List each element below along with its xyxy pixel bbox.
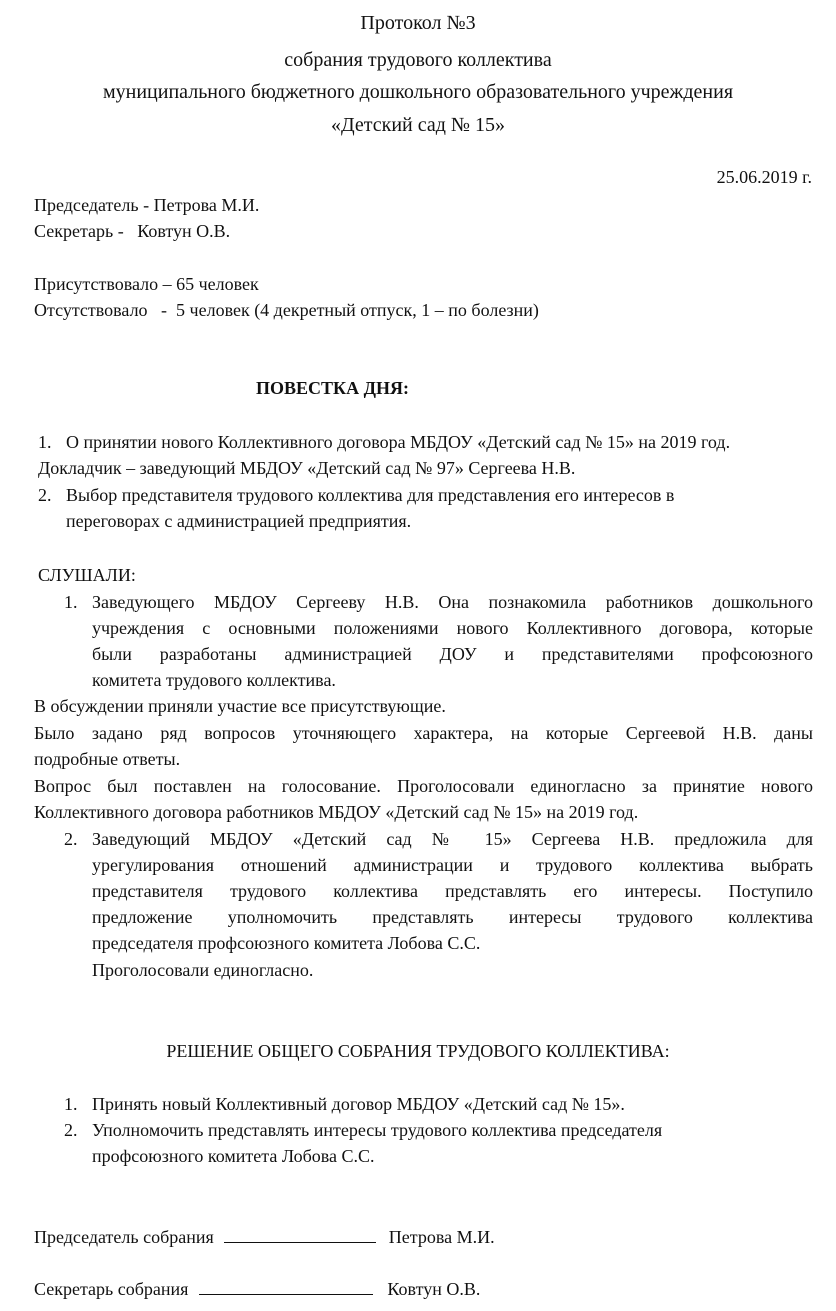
secretary-signature-row [34, 1276, 480, 1302]
discussion-note: В обсуждении приняли участие все присутствующие. [34, 696, 446, 716]
heard-item-2-line: урегулирования отношений администрации и трудового коллектива выбрать [92, 855, 813, 875]
agenda-item-1-text: О принятии нового Коллективного договора МБДОУ «Детский сад № 15» на 2019 год. [66, 432, 731, 452]
heard-item-1-line: комитета трудового коллектива. [92, 670, 336, 690]
chair-signature-line[interactable] [224, 1224, 376, 1243]
questions-note-line: Было задано ряд вопросов уточняющего характера, на которые Сергеевой Н.В. даны [34, 723, 813, 743]
heard-item-2-line: председателя профсоюзного комитета Лобова С.С. [92, 933, 481, 953]
decision-item-2-line: Уполномочить представлять интересы трудового коллектива председателя [92, 1120, 663, 1140]
heard-item-2-line: предложение уполномочить представлять интересы трудового коллектива [92, 907, 813, 927]
heard-item-2-number: 2. [64, 829, 78, 849]
secretary-signature-line[interactable] [199, 1276, 373, 1295]
protocol-title: Протокол №3 [360, 12, 476, 34]
protocol-subtitle: собрания трудового коллектива [284, 49, 552, 71]
heard-item-1-line: учреждения с основными положениями нового Коллективного договора, которые [92, 618, 813, 638]
vote-note-line: Вопрос был поставлен на голосование. Проголосовали единогласно за принятие нового [34, 776, 813, 796]
agenda-item-2-number: 2. [38, 485, 52, 505]
decision-item-1-text: Принять новый Коллективный договор МБДОУ «Детский сад № 15». [92, 1094, 625, 1114]
agenda-item-2-line: Выбор представителя трудового коллектива для представления его интересов в [66, 485, 675, 505]
present-count: Присутствовало – 65 человек [34, 274, 259, 294]
decision-item-2-number: 2. [64, 1120, 78, 1140]
institution-short-name: «Детский сад № 15» [330, 114, 505, 136]
vote-note-line: Коллективного договора работников МБДОУ «Детский сад № 15» на 2019 год. [34, 802, 639, 822]
heard-item-2-line: Заведующий МБДОУ «Детский сад № 15» Сергеева Н.В. предложила для [92, 829, 813, 849]
secretary-signature-label: Секретарь собрания [34, 1279, 189, 1299]
decision-title: РЕШЕНИЕ ОБЩЕГО СОБРАНИЯ ТРУДОВОГО КОЛЛЕКТИВА: [166, 1041, 670, 1061]
chair-signature-label: Председатель собрания [34, 1227, 214, 1247]
decision-item-2-line: профсоюзного комитета Лобова С.С. [92, 1146, 375, 1166]
decision-item-1-number: 1. [64, 1094, 78, 1114]
secretary-line: Секретарь - Ковтун О.В. [34, 221, 231, 241]
chair-signature-name: Петрова М.И. [388, 1227, 495, 1247]
protocol-date: 25.06.2019 г. [716, 167, 812, 187]
agenda-item-1-speaker: Докладчик – заведующий МБДОУ «Детский сад № 97» Сергеева Н.В. [38, 458, 576, 478]
agenda-title: ПОВЕСТКА ДНЯ: [256, 378, 409, 398]
questions-note-line: подробные ответы. [34, 749, 181, 769]
agenda-item-1-number: 1. [38, 432, 52, 452]
heard-item-2-vote: Проголосовали единогласно. [92, 960, 314, 980]
institution-name: муниципального бюджетного дошкольного образовательного учреждения [102, 81, 734, 103]
secretary-signature-name: Ковтун О.В. [387, 1279, 481, 1299]
absent-count: Отсутствовало - 5 человек (4 декретный отпуск, 1 – по болезни) [34, 300, 539, 320]
heard-item-1-line: Заведующего МБДОУ Сергееву Н.В. Она познакомила работников дошкольного [92, 592, 813, 612]
heard-item-2-line: представителя трудового коллектива представлять его интересы. Поступило [92, 881, 813, 901]
heard-item-1-line: были разработаны администрацией ДОУ и представителями профсоюзного [92, 644, 813, 664]
agenda-item-2-line: переговорах с администрацией предприятия. [66, 511, 412, 531]
chair-signature-row [34, 1224, 495, 1250]
chair-line: Председатель - Петрова М.И. [34, 195, 260, 215]
heard-item-1-number: 1. [64, 592, 78, 612]
heard-title: СЛУШАЛИ: [38, 565, 136, 585]
